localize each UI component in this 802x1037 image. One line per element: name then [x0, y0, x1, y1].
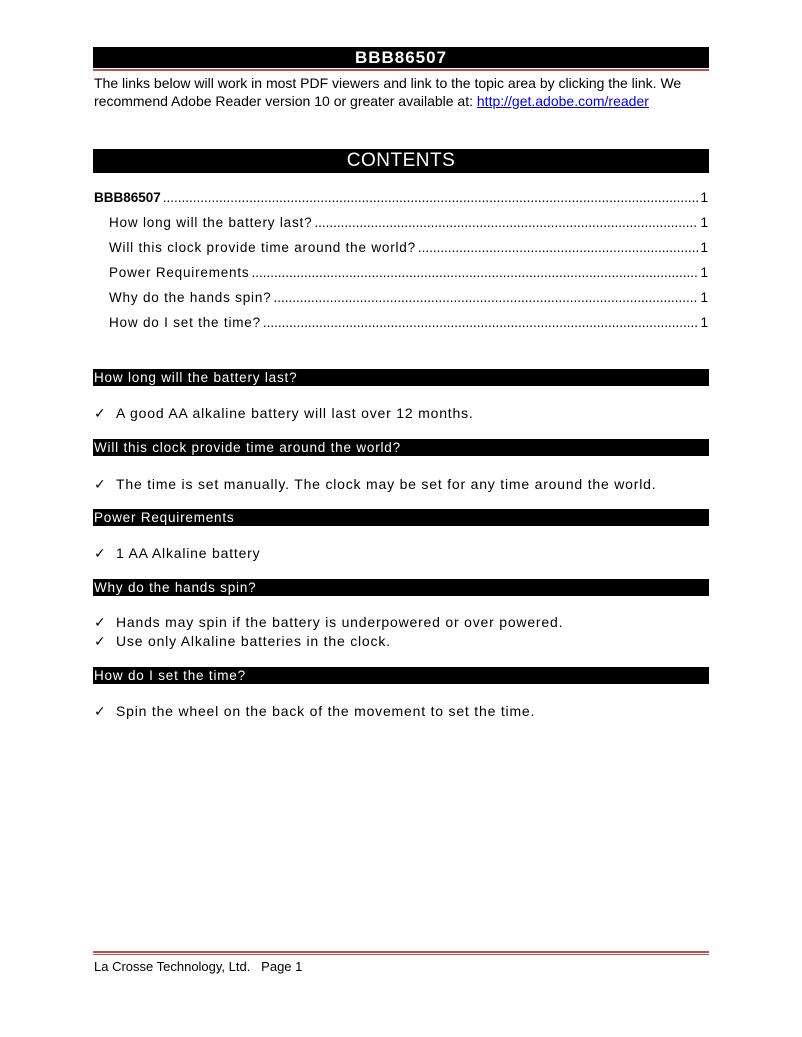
footer-rule-thin — [93, 954, 709, 955]
toc-entry-world-time[interactable] — [94, 239, 708, 264]
bullet-item — [94, 613, 563, 631]
checkmark-icon: ✓ — [94, 614, 106, 630]
checkmark-icon: ✓ — [94, 633, 106, 649]
toc-entry-hands-spin[interactable] — [94, 289, 708, 314]
adobe-reader-link[interactable]: http://get.adobe.com/reader — [476, 93, 649, 109]
bullet-item — [94, 702, 535, 720]
toc-entry-title: Power Requirements — [109, 265, 250, 280]
intro-paragraph — [94, 74, 714, 110]
checkmark-icon: ✓ — [94, 545, 106, 561]
title-underline — [93, 69, 709, 71]
bullet-item — [94, 404, 474, 422]
bullet-text: 1 AA Alkaline battery — [116, 545, 261, 561]
contents-heading: CONTENTS — [93, 149, 709, 173]
section-heading-battery: How long will the battery last? — [93, 369, 709, 386]
toc-leader — [163, 189, 699, 207]
toc-entry-page: 1 — [700, 190, 708, 205]
toc-entry-title: Why do the hands spin? — [109, 290, 272, 305]
bullet-text: Hands may spin if the battery is underpowered or over powered. — [116, 614, 564, 630]
toc-entry-page: 1 — [700, 265, 708, 280]
bullet-text: Spin the wheel on the back of the movement to set the time. — [116, 703, 536, 719]
toc-entry-set-time[interactable] — [94, 314, 708, 339]
bullet-text: A good AA alkaline battery will last over 12 months. — [116, 405, 474, 421]
document-title: BBB86507 — [93, 47, 709, 68]
toc-leader — [273, 289, 698, 307]
bullet-item — [94, 632, 391, 650]
checkmark-icon: ✓ — [94, 703, 106, 719]
table-of-contents — [94, 189, 708, 339]
footer-rule — [93, 951, 709, 953]
toc-entry-battery[interactable] — [94, 214, 708, 239]
toc-leader — [251, 264, 698, 282]
section-heading-world-time: Will this clock provide time around the world? — [93, 439, 709, 456]
toc-entry-main[interactable] — [94, 189, 708, 214]
footer-text: La Crosse Technology, Ltd. Page 1 — [94, 959, 303, 974]
section-heading-set-time: How do I set the time? — [93, 667, 709, 684]
toc-entry-power[interactable] — [94, 264, 708, 289]
toc-entry-title: How long will the battery last? — [109, 215, 313, 230]
toc-leader — [418, 239, 699, 257]
bullet-item — [94, 544, 260, 562]
toc-entry-page: 1 — [700, 215, 708, 230]
section-heading-hands-spin: Why do the hands spin? — [93, 579, 709, 596]
toc-entry-page: 1 — [700, 290, 708, 305]
toc-entry-title: How do I set the time? — [109, 315, 261, 330]
bullet-text: The time is set manually. The clock may be set for any time around the world. — [116, 476, 657, 492]
checkmark-icon: ✓ — [94, 476, 106, 492]
bullet-text: Use only Alkaline batteries in the clock. — [116, 633, 391, 649]
toc-entry-title: Will this clock provide time around the world? — [109, 240, 416, 255]
toc-leader — [263, 314, 699, 332]
toc-leader — [314, 214, 698, 232]
intro-text: The links below will work in most PDF viewers and link to the topic area by clicking the link. We recommend Adobe Reader version 10 or greater available at: — [94, 75, 682, 109]
checkmark-icon: ✓ — [94, 405, 106, 421]
bullet-item — [94, 475, 656, 493]
toc-entry-page: 1 — [700, 315, 708, 330]
toc-entry-page: 1 — [700, 240, 708, 255]
toc-entry-title: BBB86507 — [94, 190, 161, 205]
section-heading-power: Power Requirements — [93, 509, 709, 526]
